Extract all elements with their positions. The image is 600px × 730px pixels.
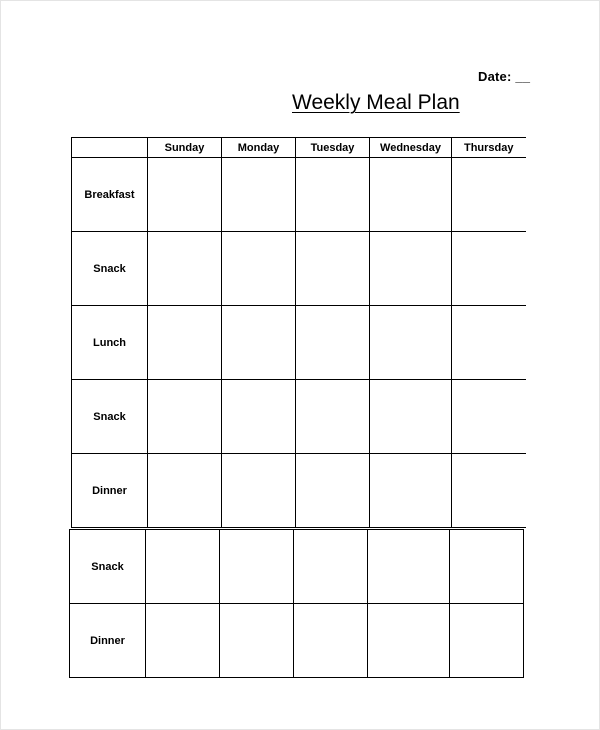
- corner-cell: [72, 138, 148, 158]
- meal-cell[interactable]: [368, 604, 450, 678]
- meal-cell[interactable]: [148, 158, 222, 232]
- page-title: Weekly Meal Plan: [292, 91, 460, 114]
- meal-label-dinner: Dinner: [72, 454, 148, 528]
- meal-row-dinner: [72, 454, 526, 528]
- meal-label-lunch: Lunch: [72, 306, 148, 380]
- day-header-thursday: Thursday: [452, 138, 526, 158]
- meal-cell[interactable]: [148, 306, 222, 380]
- meal-row-snack-3: [70, 530, 524, 604]
- meal-cell[interactable]: [452, 232, 526, 306]
- meal-row-dinner-2: [70, 604, 524, 678]
- meal-label-snack: Snack: [72, 380, 148, 454]
- meal-cell[interactable]: [370, 454, 452, 528]
- meal-cell[interactable]: [296, 306, 370, 380]
- meal-row-snack-2: [72, 380, 526, 454]
- meal-cell[interactable]: [370, 306, 452, 380]
- meal-cell[interactable]: [450, 530, 524, 604]
- meal-cell[interactable]: [296, 380, 370, 454]
- meal-cell[interactable]: [220, 530, 294, 604]
- meal-cell[interactable]: [220, 604, 294, 678]
- meal-cell[interactable]: [148, 454, 222, 528]
- meal-cell[interactable]: [146, 604, 220, 678]
- meal-cell[interactable]: [296, 454, 370, 528]
- meal-label-dinner: Dinner: [70, 604, 146, 678]
- day-header-wednesday: Wednesday: [370, 138, 452, 158]
- date-field[interactable]: Date: __: [478, 69, 531, 84]
- day-header-row: [72, 138, 526, 158]
- meal-cell[interactable]: [294, 530, 368, 604]
- meal-cell[interactable]: [222, 454, 296, 528]
- meal-cell[interactable]: [146, 530, 220, 604]
- meal-cell[interactable]: [452, 158, 526, 232]
- meal-cell[interactable]: [370, 158, 452, 232]
- meal-cell[interactable]: [148, 232, 222, 306]
- meal-cell[interactable]: [222, 232, 296, 306]
- meal-cell[interactable]: [452, 306, 526, 380]
- meal-cell[interactable]: [368, 530, 450, 604]
- meal-cell[interactable]: [452, 380, 526, 454]
- meal-cell[interactable]: [294, 604, 368, 678]
- day-header-monday: Monday: [222, 138, 296, 158]
- meal-cell[interactable]: [222, 158, 296, 232]
- meal-cell[interactable]: [222, 380, 296, 454]
- meal-cell[interactable]: [148, 380, 222, 454]
- meal-cell[interactable]: [222, 306, 296, 380]
- day-header-sunday: Sunday: [148, 138, 222, 158]
- meal-cell[interactable]: [370, 232, 452, 306]
- meal-label-snack: Snack: [70, 530, 146, 604]
- meal-label-breakfast: Breakfast: [72, 158, 148, 232]
- meal-plan-grid: [71, 137, 526, 528]
- meal-row-snack: [72, 232, 526, 306]
- meal-cell[interactable]: [450, 604, 524, 678]
- meal-cell[interactable]: [452, 454, 526, 528]
- meal-plan-grid-continued: [69, 529, 524, 678]
- meal-row-breakfast: [72, 158, 526, 232]
- meal-cell[interactable]: [370, 380, 452, 454]
- meal-cell[interactable]: [296, 232, 370, 306]
- meal-row-lunch: [72, 306, 526, 380]
- meal-cell[interactable]: [296, 158, 370, 232]
- meal-label-snack: Snack: [72, 232, 148, 306]
- day-header-tuesday: Tuesday: [296, 138, 370, 158]
